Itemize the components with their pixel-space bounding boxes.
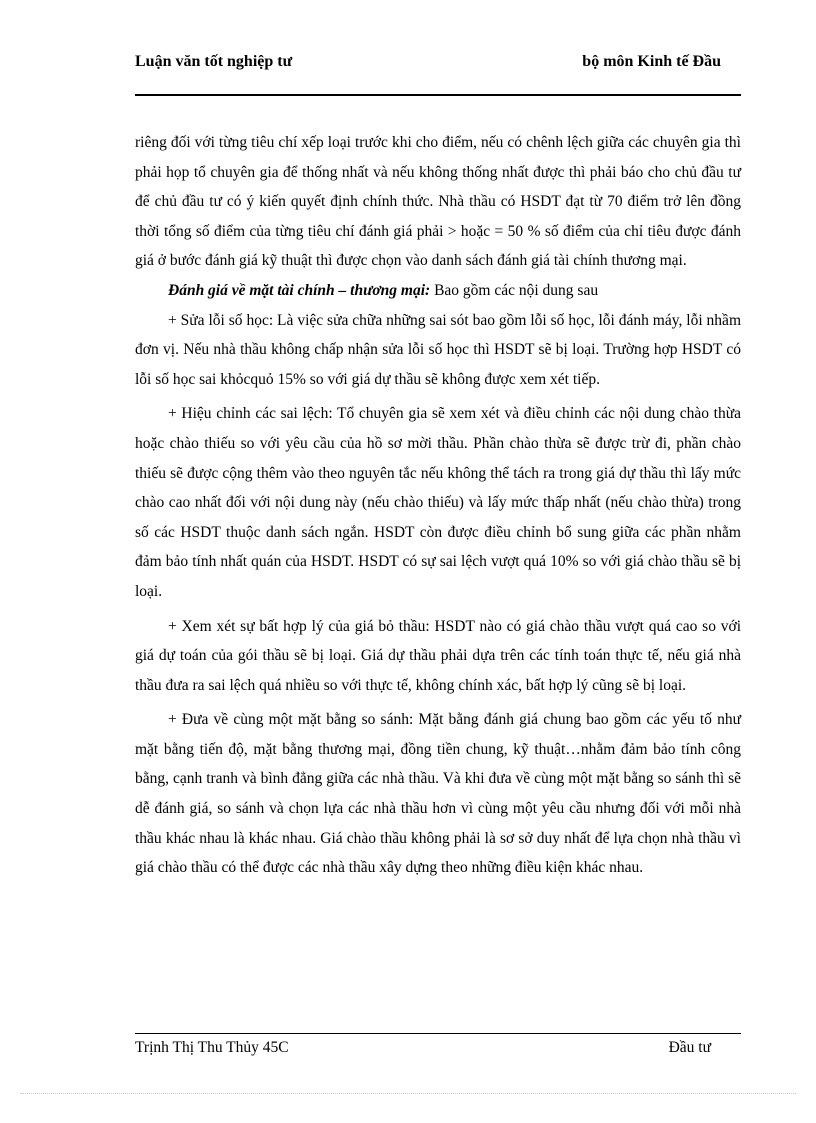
paragraph-arithmetic-errors: + Sửa lỗi số học: Là việc sửa chữa những sai sót bao gồm lỗi số học, lỗi đánh máy, lỗi nhầm đơn vị. Nếu nhà thầu không chấp nhận sửa lỗi số học thì HSDT sẽ bị loại. Trường hợp HSDT có lỗi số học sai khỏcquỏ 15% so với giá dự thầu sẽ không được xem xét tiếp. xyxy=(135,311,741,388)
financial-heading-rest: Bao gồm các nội dung sau xyxy=(430,281,599,299)
page-footer xyxy=(135,1033,741,1084)
header-thesis-title: Luận văn tốt nghiệp tư xyxy=(135,53,293,70)
page-header xyxy=(135,48,741,96)
footer-author: Trịnh Thị Thu Thủy 45C xyxy=(135,1039,289,1056)
paragraph-common-comparison: + Đưa về cùng một mặt bằng so sánh: Mặt bằng đánh giá chung bao gồm các yếu tố như mặt bằng tiến độ, mặt bằng thương mại, đồng tiền chung, kỹ thuật…nhằm đảm bảo tính công bằng, cạnh tranh và bình đẳng giữa các nhà thầu. Và khi đưa về cùng một mặt bằng so sánh thì sẽ dễ đánh giá, so sánh và chọn lựa các nhà thầu hơn vì cùng một yêu cầu nhưng đối với mỗi nhà thầu khác nhau là khác nhau. Giá chào thầu không phải là sơ sở duy nhất để lựa chọn nhà thầu vì giá chào thầu có thể được các nhà thầu xây dựng theo những điều kiện khác nhau. xyxy=(135,711,741,877)
document-body xyxy=(135,128,741,883)
page-bottom-divider xyxy=(20,1093,796,1094)
financial-heading-bold: Đánh giá về mặt tài chính – thương mại: xyxy=(168,281,431,299)
paragraph-criteria-scoring: riêng đối với từng tiêu chí xếp loại trước khi cho điểm, nếu có chênh lệch giữa các chuyên gia thì phải họp tổ chuyên gia để thống nhất và nếu không thống nhất được thì phải báo cho chủ đầu tư để chủ đầu tư có ý kiến quyết định chính thức. Nhà thầu có HSDT đạt từ 70 điểm trở lên đồng thời tổng số điểm của từng tiêu chí đánh giá phải > hoặc = 50 % số điểm của chỉ tiêu được đánh giá ở bước đánh giá kỹ thuật thì được chọn vào danh sách đánh giá tài chính thương mại. xyxy=(135,134,741,270)
footer-major: Đầu tư xyxy=(668,1039,711,1056)
header-department: bộ môn Kinh tế Đầu xyxy=(582,53,721,70)
paragraph-unreasonable-price: + Xem xét sự bất hợp lý của giá bỏ thầu: HSDT nào có giá chào thầu vượt quá cao so với giá dự toán của gói thầu sẽ bị loại. Giá dự thầu phải dựa trên các tính toán thực tế, nếu giá nhà thầu đưa ra sai lệch quá nhiều so với thực tế, không chính xác, bất hợp lý cũng sẽ bị loại. xyxy=(135,617,741,694)
paragraph-deviation-adjustment: + Hiệu chỉnh các sai lệch: Tổ chuyên gia sẽ xem xét và điều chỉnh các nội dung chào thừa hoặc chào thiếu so với yêu cầu của hồ sơ mời thầu. Phần chào thừa sẽ được trừ đi, phần chào thiếu sẽ được cộng thêm vào theo nguyên tắc nếu không thể tách ra trong giá dự thầu thì lấy mức chào cao nhất đối với nội dung này (nếu chào thiếu) và lấy mức thấp nhất (nếu chào thừa) trong số các HSDT thuộc danh sách ngắn. HSDT còn được điều chỉnh bổ sung giữa các phần nhằm đảm bảo tính nhất quán của HSDT. HSDT có sự sai lệch vượt quá 10% so với giá chào thầu sẽ bị loại. xyxy=(135,405,741,600)
paragraph-financial-heading xyxy=(135,276,741,306)
